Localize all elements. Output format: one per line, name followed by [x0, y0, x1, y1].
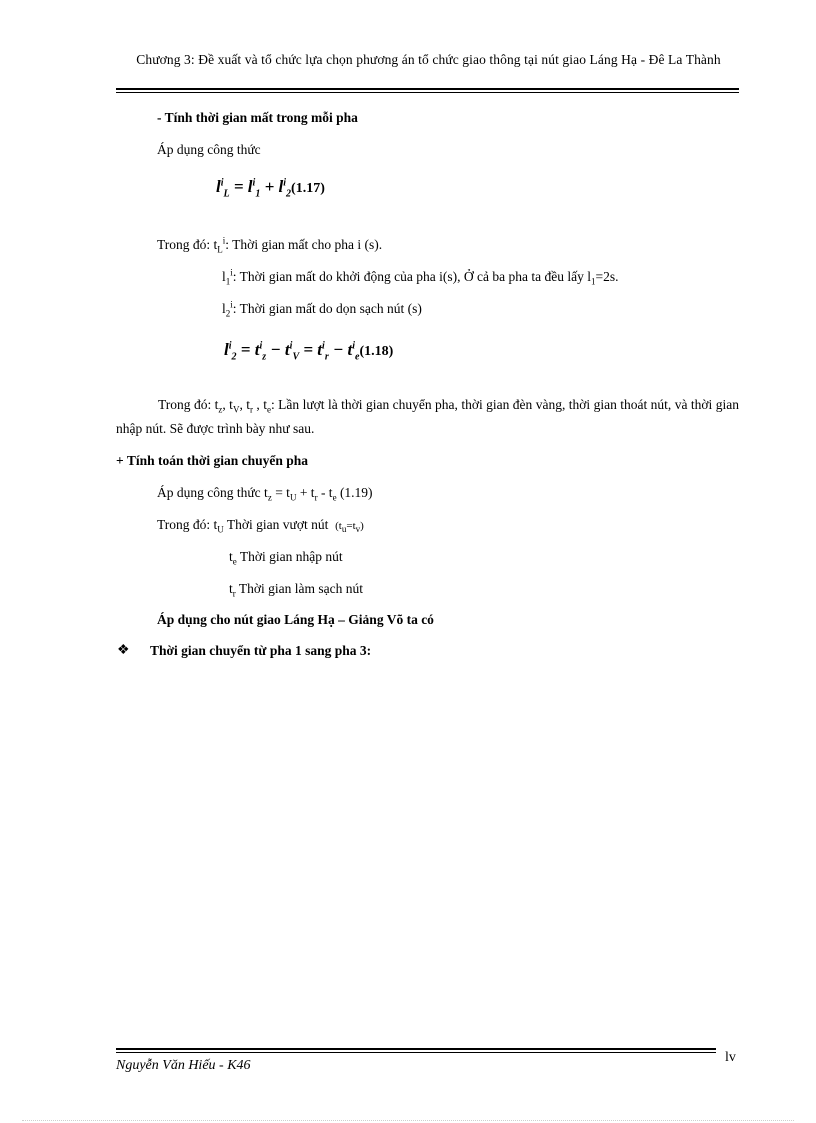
def-te: $t_e$ Thời gian nhập nút — [229, 549, 343, 567]
apply-formula-1: Áp dụng công thức — [157, 142, 261, 157]
header-rule-bottom — [116, 92, 739, 93]
where-tl: Trong đó: $t_L^i$: Thời gian mất cho pha i (s). — [157, 235, 383, 255]
def-l1: $l_1^i$: Thời gian mất do khởi động của pha i(s), Ở cả ba pha ta đều lấy $l_1=2s$. — [222, 267, 619, 287]
page-number: lv — [725, 1050, 736, 1065]
header-rule-top — [116, 88, 739, 90]
def-l2: $l_2^i$: Thời gian mất do dọn sạch nút (s) — [222, 299, 422, 319]
footer-rule-bottom — [116, 1052, 716, 1053]
apply-formula-tz: Áp dụng công thức $t_z = t_U + t_r - t_e$ (1.19) — [157, 485, 373, 503]
where-tz-text: : Lần lượt là thời gian chuyển pha, thời gian đèn vàng, thời gian thoát nút, và thời gian nhập nút. Sẽ được trình bày như sau. — [116, 397, 739, 436]
where-tu: Trong đó: $t_U$ Thời gian vượt nút $(t_u=t_v)$ — [157, 517, 364, 535]
chapter-title: Chương 3: Đề xuất và tổ chức lựa chọn phương án tổ chức giao thông tại nút giao Láng Hạ - Đê La Thành — [136, 52, 721, 67]
phase-transition-heading: Thời gian chuyển từ pha 1 sang pha 3: — [150, 643, 372, 658]
diamond-bullet-icon: ❖ — [117, 643, 130, 658]
equation-1-18: $l^i_2 = t^i_z - t^i_V = t^i_r - t^i_e(1.18)$ — [224, 340, 394, 363]
where-tu-text: Thời gian vượt nút — [226, 517, 329, 532]
def-l1-value: =2s. — [595, 269, 619, 284]
where-tz-prefix: Trong đó: t — [158, 397, 219, 412]
footer-author: Nguyễn Văn Hiếu - K46 — [116, 1058, 251, 1073]
page-bottom-divider — [22, 1120, 794, 1121]
def-l2-text: : Thời gian mất do dọn sạch nút (s) — [232, 301, 422, 316]
equation-1-17: $l^i_L = l^i_1 + l^i_2(1.17)$ — [216, 177, 325, 200]
heading-transition: + Tính toán thời gian chuyển pha — [116, 453, 308, 468]
def-tr-text: Thời gian làm sạch nút — [238, 581, 364, 596]
eq-119-number: (1.19) — [339, 485, 373, 500]
def-l1-text: : Thời gian mất do khởi động của pha i(s), Ở cả ba pha ta đều lấy l — [232, 269, 591, 284]
def-tr: $t_r$ Thời gian làm sạch nút — [229, 581, 364, 599]
heading-phase-loss: - Tính thời gian mất trong mỗi pha — [157, 110, 358, 125]
where-tl-text: : Thời gian mất cho pha i (s). — [225, 237, 383, 252]
where-tz-paragraph: Trong đó: $t_z$, $t_V$, $t_r$ , $t_e$: Lần lượt là thời gian chuyển pha, thời gian đèn vàng, thời gian thoát nút, và thời gian nhập nút. Sẽ được trình bày như sau. — [116, 397, 739, 436]
footer-rule-top — [116, 1048, 716, 1050]
apply-formula-tz-prefix: Áp dụng công thức t — [157, 485, 268, 500]
eq-117-number: (1.17) — [291, 181, 325, 196]
where-tu-prefix: Trong đó: t — [157, 517, 218, 532]
apply-lang-ha: Áp dụng cho nút giao Láng Hạ – Giảng Võ ta có — [157, 612, 434, 627]
def-te-text: Thời gian nhập nút — [239, 549, 343, 564]
where-tl-prefix: Trong đó: t — [157, 237, 218, 252]
eq-118-number: (1.18) — [359, 344, 394, 359]
